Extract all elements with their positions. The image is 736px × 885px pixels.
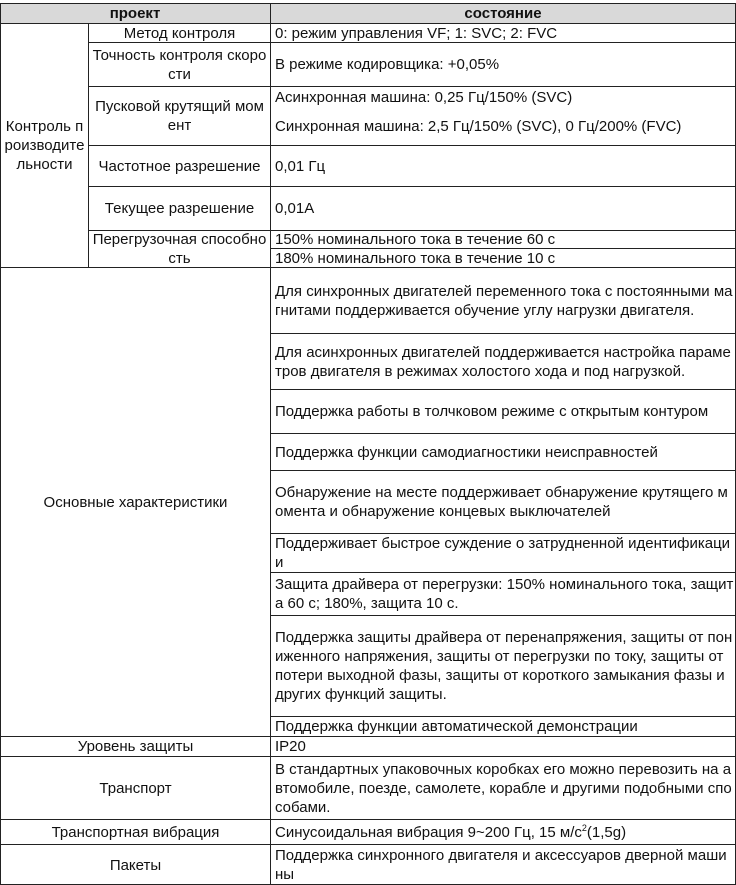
- feature-item: Для синхронных двигателей переменного тока с постоянными магнитами поддерживается обучение углу нагрузки двигателя.: [271, 268, 736, 333]
- vibration-value-suffix: (1,5g): [586, 823, 627, 841]
- grid-line: [0, 819, 736, 820]
- grid-line: [270, 389, 736, 390]
- row-name-control-method: Метод контроля: [89, 24, 270, 42]
- grid-line: [0, 23, 736, 24]
- protection-label: Уровень защиты: [1, 737, 270, 756]
- grid-line: [270, 248, 736, 249]
- grid-line: [0, 756, 736, 757]
- row-value-overload-180: 180% номинального тока в течение 10 с: [271, 249, 736, 267]
- row-name-current-resolution: Текущее разрешение: [89, 187, 270, 230]
- grid-line: [88, 145, 736, 146]
- grid-line: [88, 230, 736, 231]
- feature-item: Обнаружение на месте поддерживает обнаружение крутящего момента и обнаружение концевых выключателей: [271, 471, 736, 533]
- row-value-current-resolution: 0,01А: [271, 187, 736, 230]
- row-value-speed-accuracy: В режиме кодировщика: +0,05%: [271, 43, 736, 86]
- row-name-starting-torque: Пусковой крутящий момент: [89, 87, 270, 145]
- grid-line: [88, 186, 736, 187]
- row-value-overload-150: 150% номинального тока в течение 60 с: [271, 231, 736, 248]
- grid-line: [270, 433, 736, 434]
- row-name-frequency-resolution: Частотное разрешение: [89, 146, 270, 186]
- vibration-value-text: Синусоидальная вибрация 9~200 Гц, 15 м/с: [275, 823, 582, 841]
- grid-line: [0, 736, 736, 737]
- feature-item: Защита драйвера от перегрузки: 150% номинального тока, защита 60 с; 180%, защита 10 с.: [271, 573, 736, 615]
- header-project: [0, 3, 270, 23]
- header-state: [270, 3, 736, 23]
- grid-line: [270, 716, 736, 717]
- grid-line: [270, 470, 736, 471]
- row-value-control-method: 0: режим управления VF; 1: SVC; 2: FVC: [271, 24, 736, 42]
- feature-item: Поддержка функции автоматической демонстрации: [271, 717, 736, 736]
- grid-line: [270, 333, 736, 334]
- grid-line: [0, 3, 736, 4]
- feature-item: Поддержка работы в толчковом режиме с открытым контуром: [271, 390, 736, 433]
- grid-line: [0, 3, 1, 885]
- vibration-label: Транспортная вибрация: [1, 820, 270, 844]
- grid-line: [88, 23, 89, 268]
- protection-value: IP20: [271, 737, 736, 756]
- feature-item: Для асинхронных двигателей поддерживается настройка параметров двигателя в режимах холостого хода и под нагрузкой.: [271, 334, 736, 389]
- vibration-value-sup: 2: [581, 822, 587, 833]
- transport-value: В стандартных упаковочных коробках его можно перевозить на автомобиле, поезде, самолете, корабле и другими подобными способами.: [271, 757, 736, 819]
- row-value-starting-torque-async: Асинхронная машина: 0,25 Гц/150% (SVC): [271, 87, 736, 107]
- grid-line: [270, 572, 736, 573]
- row-value-frequency-resolution: 0,01 Гц: [271, 146, 736, 186]
- grid-line: [88, 86, 736, 87]
- feature-item: Поддержка функции самодиагностики неисправностей: [271, 434, 736, 470]
- grid-line: [0, 267, 736, 268]
- grid-line: [270, 3, 271, 885]
- features-group-label: Основные характеристики: [1, 268, 270, 736]
- vibration-value: [271, 820, 736, 844]
- row-value-starting-torque-sync: Синхронная машина: 2,5 Гц/150% (SVC), 0 Гц/200% (FVC): [271, 108, 736, 145]
- packages-value: Поддержка синхронного двигателя и аксессуаров дверной машины: [271, 845, 736, 885]
- feature-item: Поддержка защиты драйвера от перенапряжения, защиты от пониженного напряжения, защиты от перегрузки по току, защиты от потери выходной фазы, защиты от короткого замыкания фазы и других функций защиты.: [271, 616, 736, 716]
- transport-label: Транспорт: [1, 757, 270, 819]
- feature-item: Поддерживает быстрое суждение о затрудненной идентификации: [271, 534, 736, 572]
- grid-line: [88, 42, 736, 43]
- row-name-overload: Перегрузочная способность: [89, 231, 270, 267]
- header-state-label: состояние: [464, 4, 542, 22]
- header-project-label: проект: [109, 4, 161, 22]
- grid-line: [0, 844, 736, 845]
- row-name-speed-accuracy: Точность контроля скорости: [89, 43, 270, 86]
- packages-label: Пакеты: [1, 845, 270, 885]
- grid-line: [270, 533, 736, 534]
- grid-line: [270, 615, 736, 616]
- performance-group-label: Контроль производительности: [1, 24, 88, 267]
